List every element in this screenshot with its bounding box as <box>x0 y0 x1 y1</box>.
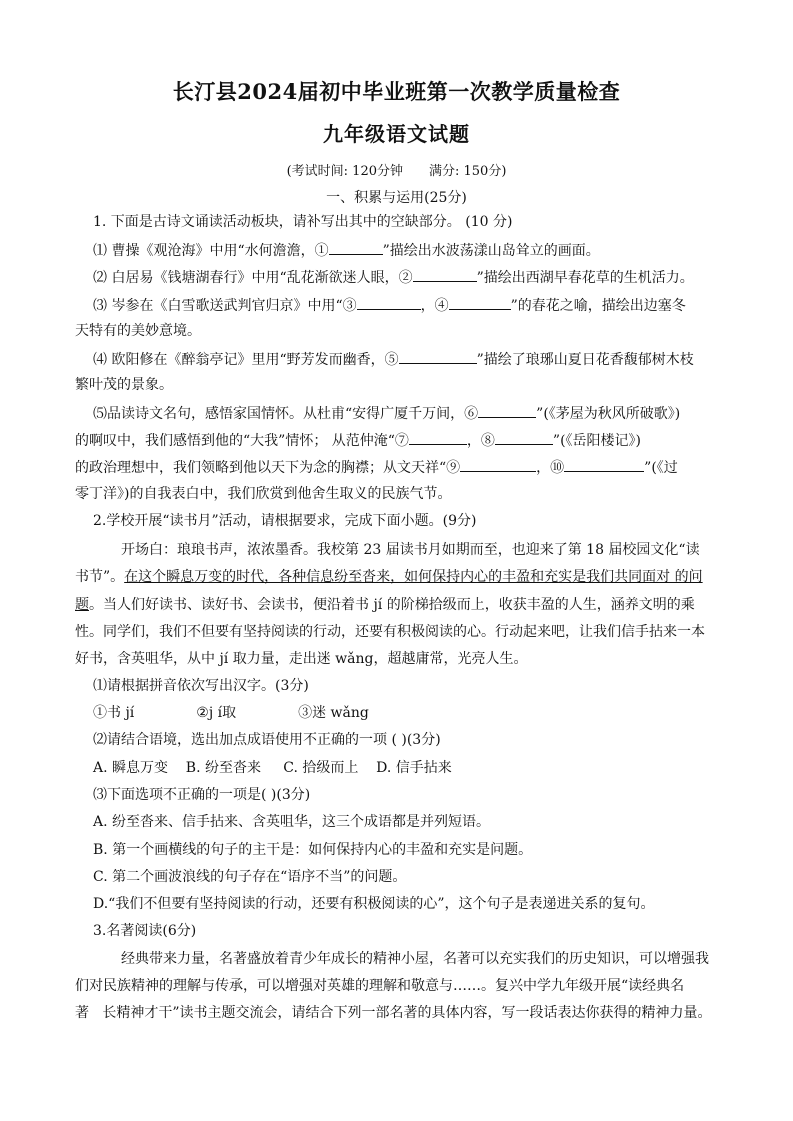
q1-item-5-text-g: ，⑩ <box>536 460 565 476</box>
q3-line-1: 经典带来力量，名著盛放着青少年成长的精神小屋，名著可以充实我们的历史知识，可以增强我 <box>121 951 709 967</box>
q1-item-2-text: ⑵ 白居易《钱塘湖春行》中用“乱花渐欲迷人眼，② <box>93 270 413 286</box>
underlined-sentence: 在这个瞬息万变的时代，各种信息纷至沓来，如何保持内心的丰盈和充实是我们共同面对 的问 <box>124 569 703 585</box>
answer-blank[interactable] <box>399 350 477 364</box>
q1-item-5-text-b: ”(《茅屋为秋风所破歌》) <box>536 406 681 422</box>
q1-item-5-text-c: 的啊叹中，我们感悟到他的“大我”情怀； 从范仲淹“⑦ <box>75 433 409 449</box>
answer-blank[interactable] <box>409 431 467 445</box>
exam-time: (考试时间: 120分钟 <box>286 164 403 179</box>
q1-stem: 1. 下面是古诗文诵读活动板块，请补写出其中的空缺部分。 (10 分) <box>93 214 513 230</box>
answer-blank[interactable] <box>478 404 536 418</box>
q2-para-2 <box>75 568 703 586</box>
q2-para-4: 性。同学们，我们不但要有坚持阅读的行动，还要有积极阅读的心。行动起来吧，让我们信手拈来一本 <box>75 624 705 640</box>
q2-sub-3-option-c: C. 第二个画波浪线的句子存在“语序不当”的问题。 <box>93 869 407 885</box>
q1-item-5-text-d: ，⑧ <box>466 433 495 449</box>
q1-item-5-text-e: ”(《岳阳楼记》) <box>552 433 642 449</box>
q2-sub-1-items <box>93 704 369 722</box>
q2-para-5: 好书，含英咀华，从中 jí 取力量，走出迷 wǎng，超越庸常，光亮人生。 <box>75 651 528 667</box>
q2-stem: 2.学校开展“读书月”活动，请根据要求，完成下面小题。(9分) <box>93 513 477 529</box>
exam-subtitle: 九年级语文试题 <box>323 122 470 146</box>
answer-blank[interactable] <box>329 241 383 255</box>
q1-item-1-text: ⑴ 曹操《观沧海》中用“水何澹澹，① <box>93 243 329 259</box>
q1-item-4-cont: 繁叶茂的景象。 <box>75 377 173 393</box>
q1-item-5-line4: 零丁洋》)的自我表白中，我们欣赏到他舍生取义的民族气节。 <box>75 486 452 502</box>
exam-meta <box>0 160 793 179</box>
q1-item-3 <box>93 296 686 315</box>
answer-blank[interactable] <box>449 296 511 310</box>
q2-sub-3: ⑶下面选项不正确的一项是( )(3分) <box>93 787 311 803</box>
q1-item-5-line3 <box>75 458 678 477</box>
q3-line-3: 著 长精神才干”读书主题交流会，请结合下列一部名著的具体内容，写一段话表达你获得的精神力量。 <box>75 1005 712 1021</box>
section-heading: 一、积累与运用(25分) <box>326 190 467 206</box>
pinyin-item-1: ①书 jí <box>93 705 135 721</box>
q3-stem: 3.名著阅读(6分) <box>93 923 197 939</box>
q1-item-5-text-h: ”(《过 <box>644 460 678 476</box>
underlined-sentence-end: 题 <box>75 597 89 613</box>
q1-item-5-line2 <box>75 431 641 450</box>
q1-item-5-text-f: 的政治理想中，我们领略到他以天下为念的胸襟；从文天祥“⑨ <box>75 460 461 476</box>
answer-blank[interactable] <box>413 268 477 282</box>
q1-item-3-cont: 天特有的美妙意境。 <box>75 323 201 339</box>
q1-item-2 <box>93 268 694 287</box>
answer-blank[interactable] <box>460 458 536 472</box>
q2-sub-3-option-a: A. 纷至沓来、信手拈来、含英咀华，这三个成语都是并列短语。 <box>93 814 491 830</box>
answer-blank[interactable] <box>495 431 553 445</box>
q2-para-2-start: 书节”。 <box>75 569 125 585</box>
q1-item-5-text: ⑸品读诗文名句，感悟家国情怀。从杜甫“安得广厦千万间，⑥ <box>93 406 479 422</box>
pinyin-item-2: ②j í取 <box>196 705 237 721</box>
q2-sub-2: ⑵请结合语境，选出加点成语使用不正确的一项 ( )(3分) <box>93 732 441 748</box>
q2-sub-2-options: A. 瞬息万变 B. 纷至沓来 C. 拾级而上 D. 信手拈来 <box>93 760 452 776</box>
exam-title: 长汀县2024届初中毕业班第一次教学质量检查 <box>172 79 621 104</box>
q1-item-1-text-end: ”描绘出水波荡漾山岛耸立的画面。 <box>382 243 600 259</box>
q1-item-3-text-mid: ，④ <box>420 298 449 314</box>
q1-item-3-text-end: ”的春花之喻，描绘出边塞冬 <box>510 298 686 314</box>
pinyin-item-3: ③迷 wǎng <box>298 705 369 721</box>
q1-item-2-text-end: ”描绘出西湖早春花草的生机活力。 <box>476 270 694 286</box>
q1-item-4 <box>93 350 694 369</box>
answer-blank[interactable] <box>564 458 644 472</box>
q2-para-3 <box>75 596 695 614</box>
q2-sub-3-option-d: D.“我们不但要有坚持阅读的行动，还要有积极阅读的心”，这个句子是表递进关系的复句。 <box>93 896 655 912</box>
answer-blank[interactable] <box>357 296 421 310</box>
q1-item-1 <box>93 241 600 260</box>
q3-line-2: 们对民族精神的理解与传承，可以增强对英雄的理解和敬意与……。复兴中学九年级开展“读经典名 <box>75 978 685 994</box>
q2-para-1: 开场白：琅琅书声，浓浓墨香。我校第 23 届读书月如期而至，也迎来了第 18 届校园文化“读 <box>121 542 700 558</box>
q1-item-5 <box>93 404 680 423</box>
q2-sub-1: ⑴请根据拼音依次写出汉字。(3分) <box>93 678 309 694</box>
q1-item-4-text-end: ”描绘了琅琊山夏日花香馥郁树木枝 <box>476 352 694 368</box>
q2-para-3-text: 。当人们好读书、读好书、会读书，便沿着书 jí 的阶梯拾级而上，收获丰盈的人生，涵养文明的乘 <box>89 597 695 613</box>
full-score: 满分: 150分) <box>429 164 507 179</box>
q2-sub-3-option-b: B. 第一个画横线的句子的主干是：如何保持内心的丰盈和充实是问题。 <box>93 842 533 858</box>
q1-item-3-text: ⑶ 岑参在《白雪歌送武判官归京》中用“③ <box>93 298 357 314</box>
q1-item-4-text: ⑷ 欧阳修在《醉翁亭记》里用“野芳发而幽香，⑤ <box>93 352 399 368</box>
